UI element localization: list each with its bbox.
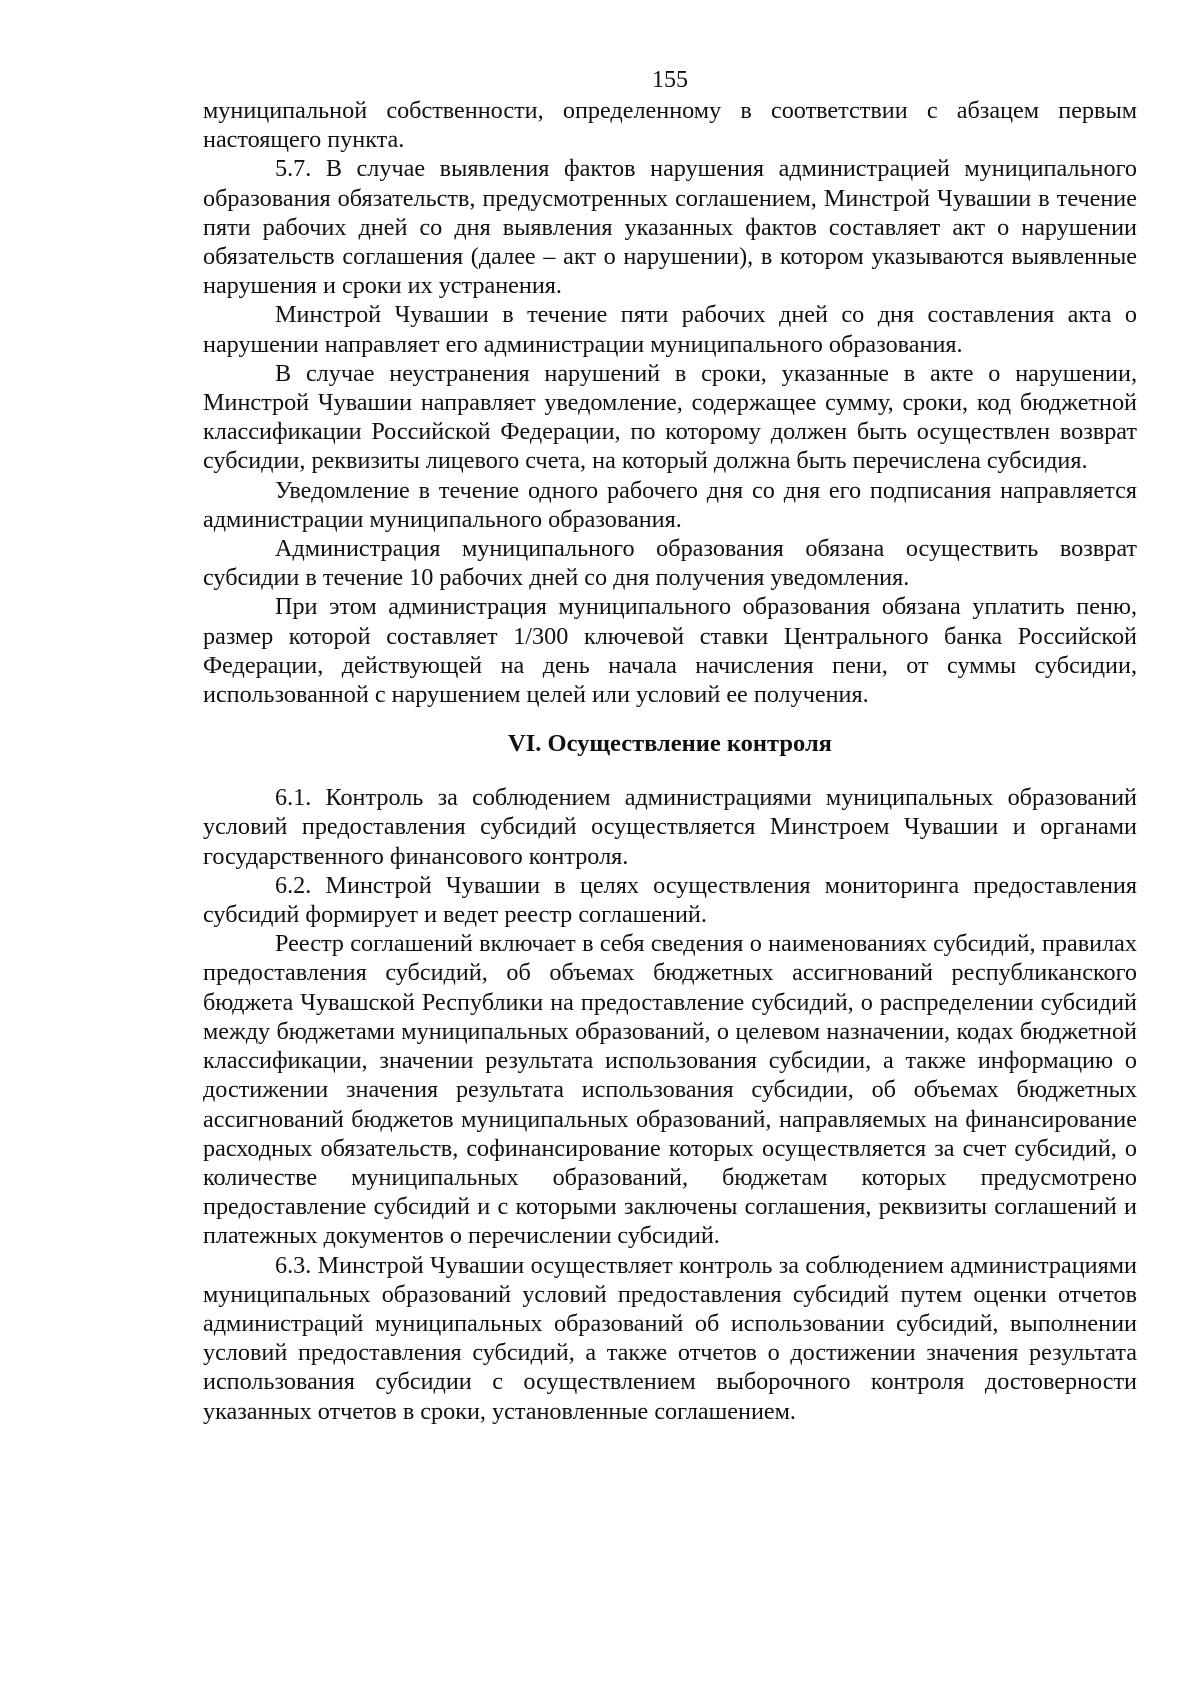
paragraph-refund-obligation: Администрация муниципального образования обязана осуществить возврат субсидии в течение 10 рабочих дней со дня получения уведомления. xyxy=(203,535,1137,592)
paragraph-notification: В случае неустранения нарушений в сроки, указанные в акте о нарушении, Минстрой Чувашии направляет уведомление, содержащее сумму, сроки, код бюджетной классификации Российской Федерации, по которому должен быть осуществлен возврат субсидии, реквизиты лицевого счета, на который должна быть перечислена субсидия. xyxy=(203,359,1137,475)
section-title: VI. Осуществление контроля xyxy=(508,730,832,758)
paragraph-5-7: 5.7. В случае выявления фактов нарушения администрацией муниципального образования обязательств, предусмотренных соглашением, Минстрой Чувашии в течение пяти рабочих дней со дня выявления указанных фактов составляет акт о нарушении обязательств соглашения (далее – акт о нарушении), в котором указываются выявленные нарушения и сроки их устранения. xyxy=(203,155,1137,300)
paragraph-6-1: 6.1. Контроль за соблюдением администрациями муниципальных образований условий предоставления субсидий осуществляется Минстроем Чувашии и органами государственного финансового контроля. xyxy=(203,784,1137,870)
paragraph-continuation: муниципальной собственности, определенному в соответствии с абзацем первым настоящего пункта. xyxy=(203,97,1137,154)
paragraph-notification-timing: Уведомление в течение одного рабочего дня со дня его подписания направляется администрации муниципального образования. xyxy=(203,476,1137,533)
paragraph-registry: Реестр соглашений включает в себя сведения о наименованиях субсидий, правилах предоставления субсидий, об объемах бюджетных ассигнований республиканского бюджета Чувашской Республики на предоставление субсидий, о распределении субсидий между бюджетами муниципальных образований, о целевом назначении, кодах бюджетной классификации, значении результата использования субсидии, а также информацию о достижении значения результата использования субсидии, об объемах бюджетных ассигнований бюджетов муниципальных образований, направляемых на финансирование расходных обязательств, софинансирование которых осуществляется за счет субсидий, о количестве муниципальных образований, бюджетам которых предусмотрено предоставление субсидий и с которыми заключены соглашения, реквизиты соглашений и платежных документов о перечислении субсидий. xyxy=(203,930,1137,1250)
paragraphs-after-section xyxy=(203,783,1137,1425)
page-number: 155 xyxy=(652,67,688,93)
paragraphs-before-section xyxy=(203,96,1137,709)
document-page xyxy=(203,66,1137,1426)
paragraph-6-3: 6.3. Минстрой Чувашии осуществляет контроль за соблюдением администрациями муниципальных образований условий предоставления субсидий путем оценки отчетов администраций муниципальных образований об использовании субсидий, выполнении условий предоставления субсидий, а также отчетов о достижении значения результата использования субсидии с осуществлением выборочного контроля достоверности указанных отчетов в сроки, установленные соглашением. xyxy=(203,1251,1137,1425)
paragraph-penalty: При этом администрация муниципального образования обязана уплатить пеню, размер которой составляет 1/300 ключевой ставки Центрального банка Российской Федерации, действующей на день начала начисления пени, от суммы субсидии, использованной с нарушением целей или условий ее получения. xyxy=(203,593,1137,709)
paragraph-6-2: 6.2. Минстрой Чувашии в целях осуществления мониторинга предоставления субсидий формирует и ведет реестр соглашений. xyxy=(203,871,1137,929)
paragraph-act-direction: Минстрой Чувашии в течение пяти рабочих дней со дня составления акта о нарушении направляет его администрации муниципального образования. xyxy=(203,301,1137,358)
